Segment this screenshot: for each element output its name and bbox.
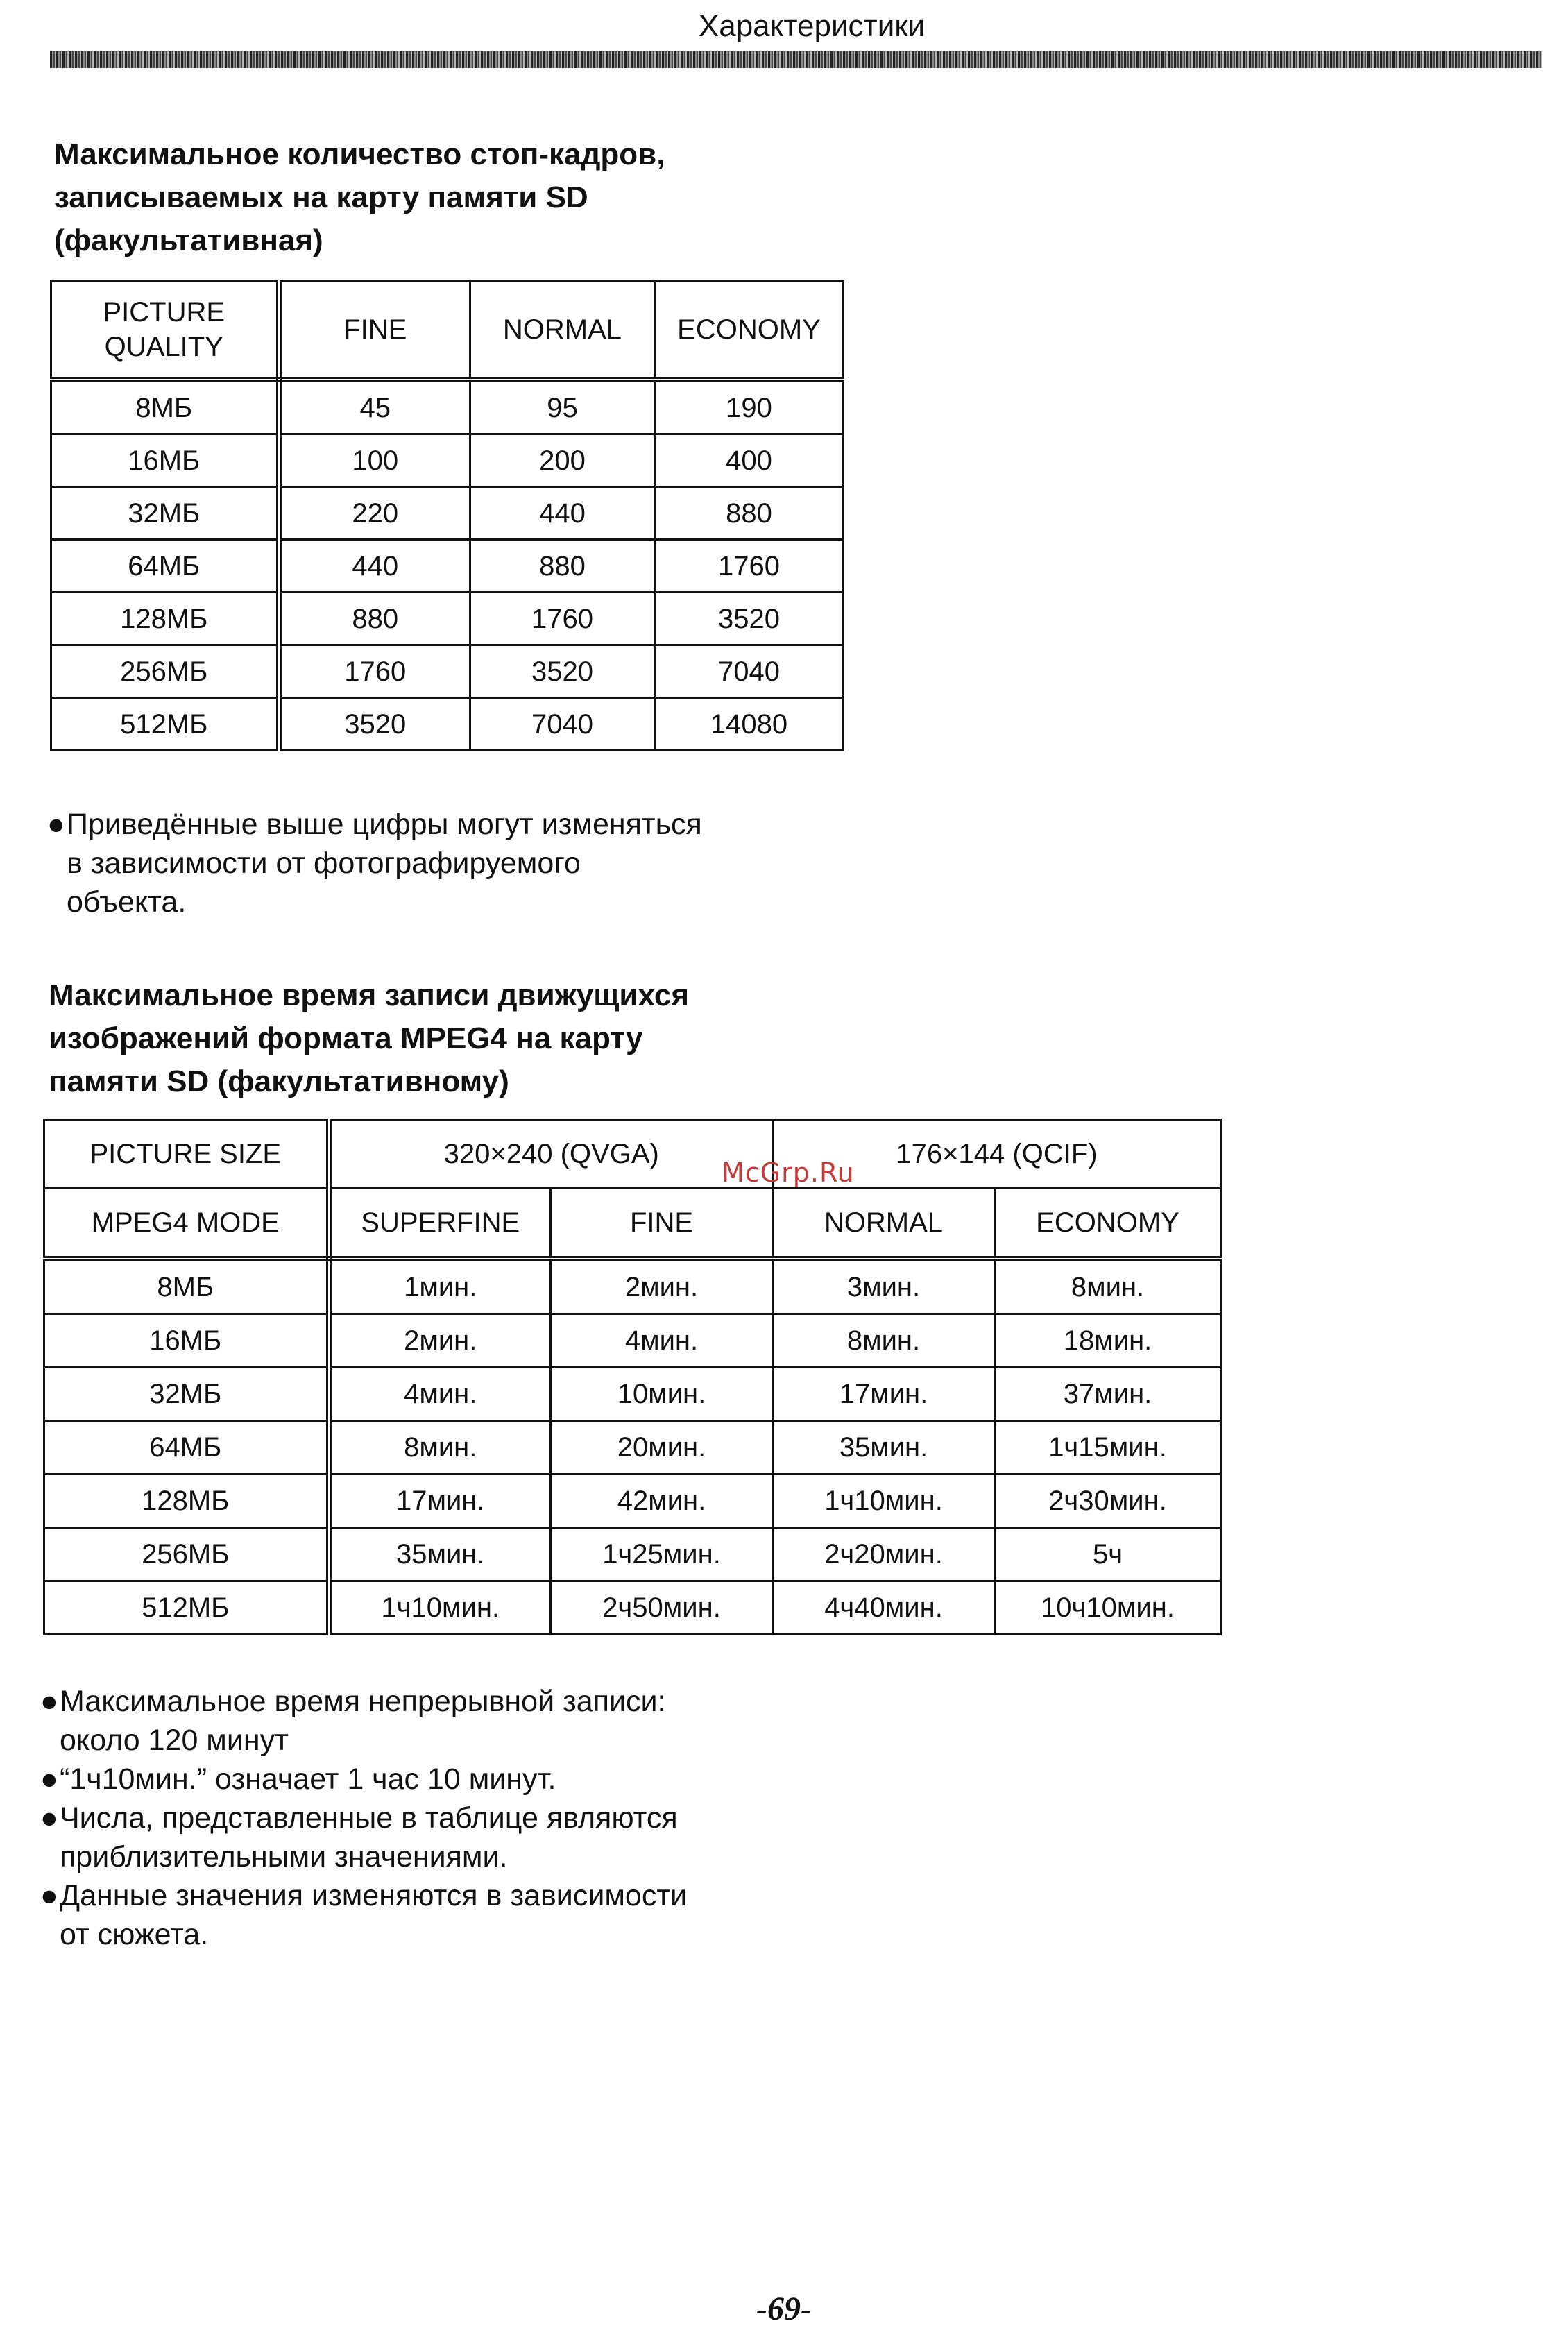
title-line: Максимальное время записи движущихся xyxy=(49,978,689,1012)
mode-header-normal: NORMAL xyxy=(773,1189,995,1259)
table-cell: 440 xyxy=(470,487,655,540)
mode-header-superfine: SUPERFINE xyxy=(329,1189,551,1259)
note-line: в зависимости от фотографируемого xyxy=(67,847,581,880)
bullet-icon: ● xyxy=(47,808,65,841)
table-cell: 1760 xyxy=(655,540,844,593)
table-cell: 3520 xyxy=(279,698,470,751)
memory-size-cell: 16МБ xyxy=(51,434,279,487)
table-cell: 200 xyxy=(470,434,655,487)
table-cell: 4ч40мин. xyxy=(773,1581,995,1635)
table-cell: 2ч30мин. xyxy=(995,1475,1221,1528)
picture-size-row xyxy=(44,1120,1221,1189)
table-cell: 2ч50мин. xyxy=(551,1581,773,1635)
table-cell: 1760 xyxy=(470,593,655,645)
memory-size-cell: 64МБ xyxy=(51,540,279,593)
picture-size-label: PICTURE SIZE xyxy=(44,1120,329,1189)
still-images-notes xyxy=(47,805,810,921)
table-cell: 220 xyxy=(279,487,470,540)
table-cell: 880 xyxy=(655,487,844,540)
table-cell: 5ч xyxy=(995,1528,1221,1581)
table-row xyxy=(51,645,844,698)
mpeg4-mode-label: MPEG4 MODE xyxy=(44,1189,329,1259)
mpeg4-mode-row xyxy=(44,1189,1221,1259)
memory-size-cell: 512МБ xyxy=(51,698,279,751)
header-rule xyxy=(50,51,1542,68)
bullet-icon: ● xyxy=(40,1801,58,1835)
table-cell: 7040 xyxy=(470,698,655,751)
memory-size-cell: 8МБ xyxy=(51,380,279,434)
column-header-economy: ECONOMY xyxy=(655,282,844,380)
table-cell: 100 xyxy=(279,434,470,487)
memory-size-cell: 32МБ xyxy=(44,1368,329,1421)
table-cell: 45 xyxy=(279,380,470,434)
title-line: Максимальное количество стоп-кадров, xyxy=(54,137,665,171)
table-cell: 8мин. xyxy=(329,1421,551,1475)
table-row xyxy=(51,540,844,593)
table-cell: 35мин. xyxy=(773,1421,995,1475)
table-cell: 37мин. xyxy=(995,1368,1221,1421)
mode-header-fine: FINE xyxy=(551,1189,773,1259)
table-cell: 2мин. xyxy=(329,1314,551,1368)
bullet-icon: ● xyxy=(40,1879,58,1912)
header-line: QUALITY xyxy=(104,332,223,362)
section-title-still-images xyxy=(54,133,817,262)
table-cell: 880 xyxy=(279,593,470,645)
table-cell: 10мин. xyxy=(551,1368,773,1421)
table-row xyxy=(51,380,844,434)
table-row xyxy=(51,487,844,540)
table-cell: 35мин. xyxy=(329,1528,551,1581)
column-header-normal: NORMAL xyxy=(470,282,655,380)
note-line: около 120 минут xyxy=(60,1724,289,1757)
mode-header-economy: ECONOMY xyxy=(995,1189,1221,1259)
mpeg4-recording-table xyxy=(43,1119,1222,1635)
table-cell: 8мин. xyxy=(773,1314,995,1368)
note-line: от сюжета. xyxy=(60,1918,209,1951)
section-title-mpeg4-recording xyxy=(49,974,812,1103)
size-qcif-header: 176×144 (QCIF) xyxy=(773,1120,1221,1189)
note-line: Данные значения изменяются в зависимости xyxy=(60,1879,688,1912)
table-cell: 4мин. xyxy=(329,1368,551,1421)
table-cell: 7040 xyxy=(655,645,844,698)
memory-size-cell: 16МБ xyxy=(44,1314,329,1368)
table-cell: 4мин. xyxy=(551,1314,773,1368)
table-header-row xyxy=(51,282,844,380)
table-cell: 14080 xyxy=(655,698,844,751)
title-line: изображений формата MPEG4 на карту xyxy=(49,1021,643,1055)
title-line: записываемых на карту памяти SD xyxy=(54,180,588,214)
table-row xyxy=(44,1475,1221,1528)
picture-quality-header xyxy=(51,282,279,380)
header-line: PICTURE xyxy=(103,297,225,328)
table-cell: 18мин. xyxy=(995,1314,1221,1368)
table-cell: 8мин. xyxy=(995,1259,1221,1314)
note-item xyxy=(40,1682,803,1760)
table-cell: 1ч10мин. xyxy=(773,1475,995,1528)
page-header-title: Характеристики xyxy=(698,9,926,43)
table-cell: 440 xyxy=(279,540,470,593)
memory-size-cell: 128МБ xyxy=(44,1475,329,1528)
table-cell: 1ч10мин. xyxy=(329,1581,551,1635)
table-row xyxy=(51,593,844,645)
still-images-table xyxy=(50,280,844,751)
table-row xyxy=(44,1581,1221,1635)
page-number: -69- xyxy=(756,2291,812,2327)
title-line: памяти SD (факультативному) xyxy=(49,1064,509,1098)
note-line: приблизительными значениями. xyxy=(60,1840,508,1873)
table-cell: 880 xyxy=(470,540,655,593)
note-item xyxy=(40,1799,803,1876)
table-row xyxy=(51,698,844,751)
table-row xyxy=(44,1421,1221,1475)
note-item xyxy=(40,1876,803,1954)
note-line: Числа, представленные в таблице являются xyxy=(60,1801,678,1835)
memory-size-cell: 256МБ xyxy=(44,1528,329,1581)
table-cell: 2ч20мин. xyxy=(773,1528,995,1581)
table-cell: 400 xyxy=(655,434,844,487)
note-item xyxy=(40,1760,803,1799)
table-cell: 1ч15мин. xyxy=(995,1421,1221,1475)
table-cell: 1мин. xyxy=(329,1259,551,1314)
memory-size-cell: 32МБ xyxy=(51,487,279,540)
note-line: объекта. xyxy=(67,885,187,919)
memory-size-cell: 128МБ xyxy=(51,593,279,645)
table-cell: 3520 xyxy=(470,645,655,698)
table-cell: 190 xyxy=(655,380,844,434)
memory-size-cell: 64МБ xyxy=(44,1421,329,1475)
watermark-text: McGrp.Ru xyxy=(722,1157,855,1188)
note-line: Максимальное время непрерывной записи: xyxy=(60,1685,666,1718)
table-cell: 3мин. xyxy=(773,1259,995,1314)
table-cell: 3520 xyxy=(655,593,844,645)
table-row xyxy=(44,1259,1221,1314)
table-cell: 17мин. xyxy=(329,1475,551,1528)
table-row xyxy=(44,1368,1221,1421)
memory-size-cell: 256МБ xyxy=(51,645,279,698)
mpeg4-notes xyxy=(40,1682,803,1954)
note-line: Приведённые выше цифры могут изменяться xyxy=(67,808,702,841)
title-line: (факультативная) xyxy=(54,223,323,257)
table-cell: 1760 xyxy=(279,645,470,698)
column-header-fine: FINE xyxy=(279,282,470,380)
table-cell: 2мин. xyxy=(551,1259,773,1314)
table-cell: 10ч10мин. xyxy=(995,1581,1221,1635)
bullet-icon: ● xyxy=(40,1685,58,1718)
table-cell: 42мин. xyxy=(551,1475,773,1528)
memory-size-cell: 8МБ xyxy=(44,1259,329,1314)
table-cell: 17мин. xyxy=(773,1368,995,1421)
table-row xyxy=(44,1528,1221,1581)
table-cell: 20мин. xyxy=(551,1421,773,1475)
bullet-icon: ● xyxy=(40,1762,58,1796)
memory-size-cell: 512МБ xyxy=(44,1581,329,1635)
size-qvga-header: 320×240 (QVGA) xyxy=(329,1120,773,1189)
table-cell: 95 xyxy=(470,380,655,434)
note-line: “1ч10мин.” означает 1 час 10 минут. xyxy=(60,1762,556,1796)
table-row xyxy=(44,1314,1221,1368)
table-cell: 1ч25мин. xyxy=(551,1528,773,1581)
table-row xyxy=(51,434,844,487)
note-item xyxy=(47,805,810,921)
